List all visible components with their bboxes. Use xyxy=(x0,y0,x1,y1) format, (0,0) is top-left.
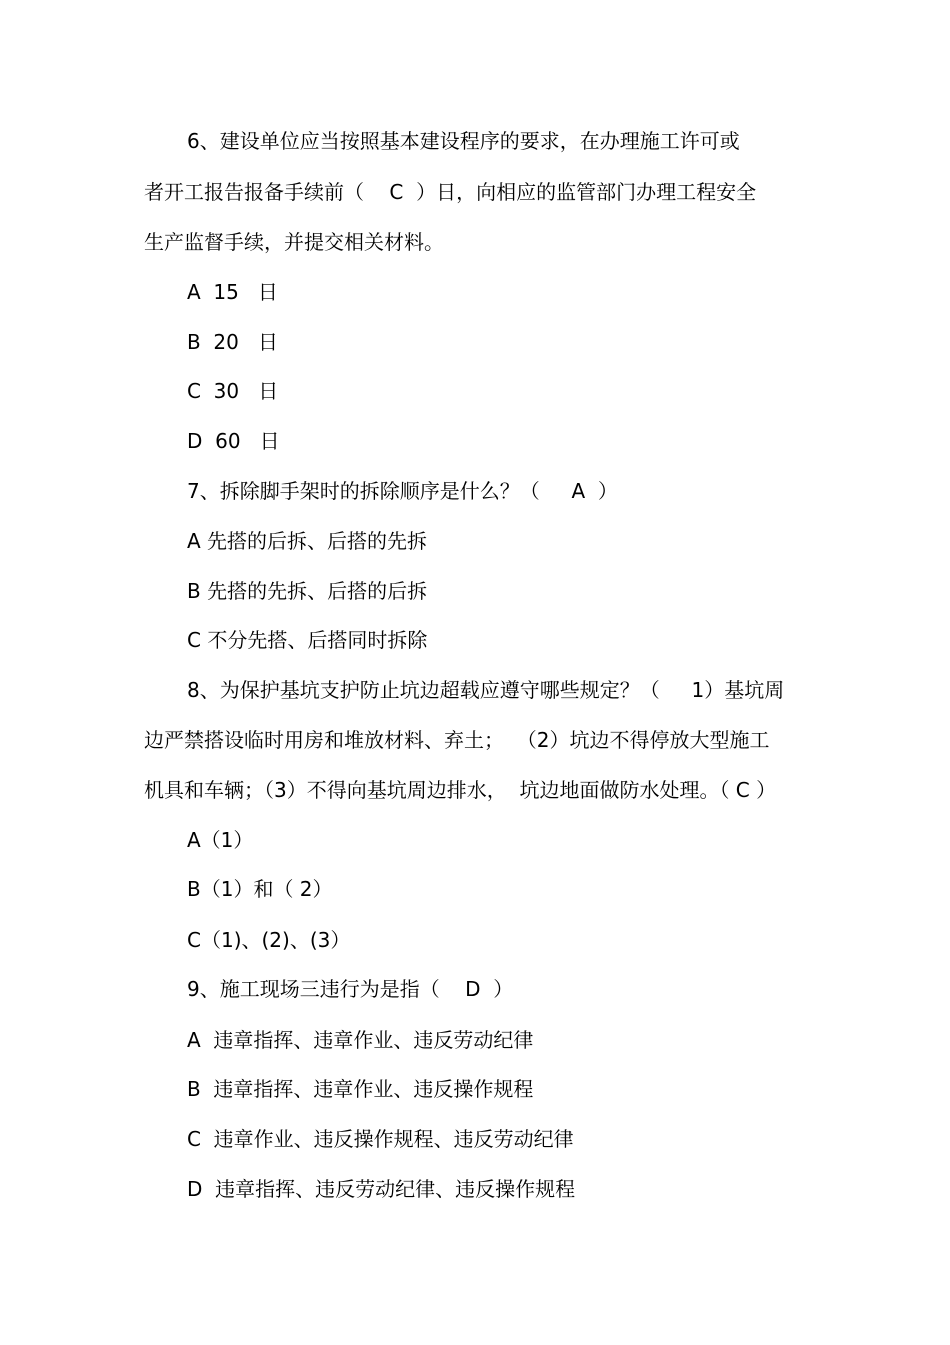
q7-option-c: C 不分先搭、后搭同时拆除 xyxy=(187,628,428,652)
q6-stem-line-1: 6、建设单位应当按照基本建设程序的要求，在办理施工许可或 xyxy=(187,129,740,153)
q9-stem-line-1: 9、施工现场三违行为是指（ D ） xyxy=(187,977,514,1001)
q7-option-a: A 先搭的后拆、后搭的先拆 xyxy=(187,529,428,553)
q6-option-b: B 20 日 xyxy=(187,330,278,354)
q6-option-d: D 60 日 xyxy=(187,429,280,453)
q6-option-a: A 15 日 xyxy=(187,280,278,304)
q6-stem-line-2: 者开工报告报备手续前（ C ）日，向相应的监管部门办理工程安全 xyxy=(144,180,757,204)
q9-option-d: D 违章指挥、违反劳动纪律、违反操作规程 xyxy=(187,1177,576,1201)
q9-option-c: C 违章作业、违反操作规程、违反劳动纪律 xyxy=(187,1127,574,1151)
q6-option-c: C 30 日 xyxy=(187,379,279,403)
q8-stem-line-1: 8、为保护基坑支护防止坑边超载应遵守哪些规定？（ 1）基坑周 xyxy=(187,678,785,702)
q6-stem-line-3: 生产监督手续，并提交相关材料。 xyxy=(144,230,444,254)
q9-option-a: A 违章指挥、违章作业、违反劳动纪律 xyxy=(187,1028,534,1052)
q8-option-c: C（1)、(2)、(3） xyxy=(187,928,351,952)
q7-stem-line-1: 7、拆除脚手架时的拆除顺序是什么？（ A ） xyxy=(187,479,618,503)
q8-stem-line-2: 边严禁搭设临时用房和堆放材料、弃土； （2）坑边不得停放大型施工 xyxy=(144,728,770,752)
q8-stem-line-3: 机具和车辆；（3）不得向基坑周边排水， 坑边地面做防水处理。（ C ） xyxy=(144,778,777,802)
q8-option-b: B（1）和（ 2） xyxy=(187,877,333,901)
q7-option-b: B 先搭的先拆、后搭的后拆 xyxy=(187,579,428,603)
q8-option-a: A（1） xyxy=(187,828,254,852)
q9-option-b: B 违章指挥、违章作业、违反操作规程 xyxy=(187,1077,534,1101)
